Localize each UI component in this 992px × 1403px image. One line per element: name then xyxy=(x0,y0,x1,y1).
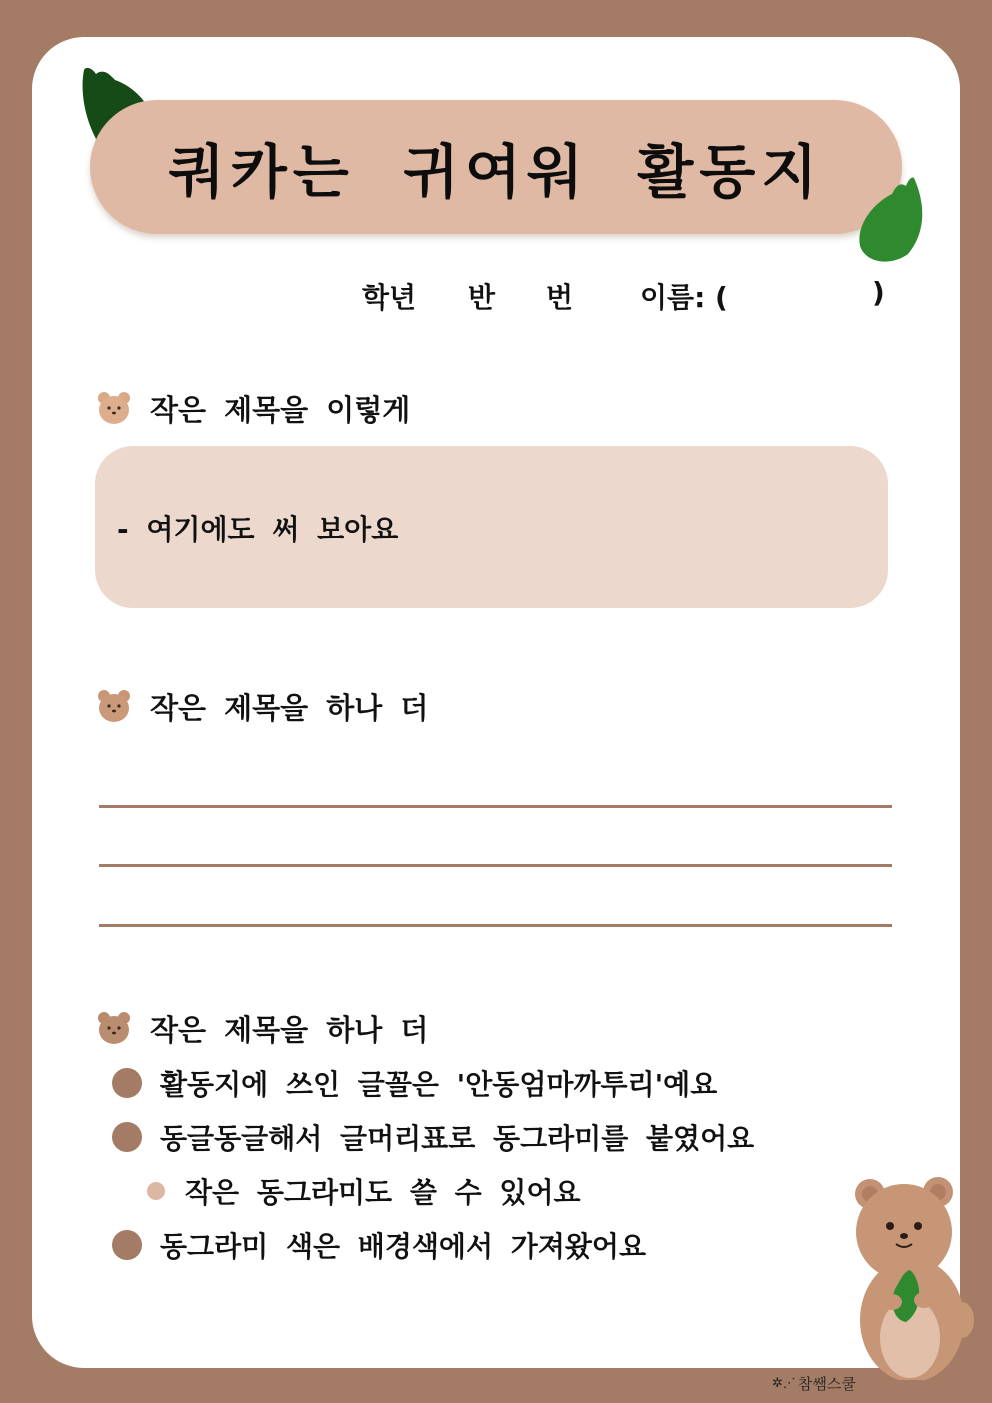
quokka-illustration-icon xyxy=(852,1170,976,1380)
note-box-text: - 여기에도 써 보아요 xyxy=(117,513,399,546)
section-heading-2 xyxy=(96,684,428,728)
section-title: 작은 제목을 하나 더 xyxy=(150,690,429,725)
title-banner xyxy=(90,100,902,234)
student-info-line xyxy=(0,276,992,316)
bullet-dot xyxy=(112,1230,142,1260)
list-item-text: 작은 동그라미도 쓸 수 있어요 xyxy=(185,1176,581,1209)
list-item xyxy=(112,1117,754,1157)
list-item-text: 활동지에 쓰인 글꼴은 '안동엄마까투리'예요 xyxy=(160,1068,718,1101)
name-label: 이름: ( xyxy=(640,281,728,314)
page-title: 쿼카는 귀여워 활동지 xyxy=(168,138,824,206)
note-box xyxy=(95,446,888,608)
list-item xyxy=(112,1225,646,1265)
name-close-paren: ) xyxy=(872,276,885,309)
bullet-dot-small xyxy=(147,1182,165,1200)
class-label: 반 xyxy=(468,281,496,314)
grade-label: 학년 xyxy=(362,281,417,314)
credit-text: 참쌤스쿨 xyxy=(797,1375,856,1393)
list-item-text: 동그라미 색은 배경색에서 가져왔어요 xyxy=(160,1230,647,1263)
number-label: 번 xyxy=(546,281,574,314)
writing-line xyxy=(99,805,892,808)
bear-face-icon xyxy=(96,390,132,426)
section-heading-1 xyxy=(96,386,410,430)
bear-face-icon xyxy=(96,1010,132,1046)
section-title: 작은 제목을 하나 더 xyxy=(150,1012,429,1047)
writing-line xyxy=(99,864,892,867)
writing-line xyxy=(99,924,892,927)
section-title: 작은 제목을 이렇게 xyxy=(150,392,411,427)
bullet-dot xyxy=(112,1122,142,1152)
credit-logo xyxy=(772,1373,856,1394)
light-leaf-icon xyxy=(852,170,936,270)
bullet-dot xyxy=(112,1068,142,1098)
list-item-text: 동글동글해서 글머리표로 동그라미를 붙였어요 xyxy=(160,1122,755,1155)
section-heading-3 xyxy=(96,1006,428,1050)
sparkle-icon: ✲⋰ xyxy=(772,1376,796,1391)
list-item-sub xyxy=(147,1171,581,1211)
bear-face-icon xyxy=(96,688,132,724)
list-item xyxy=(112,1063,717,1103)
